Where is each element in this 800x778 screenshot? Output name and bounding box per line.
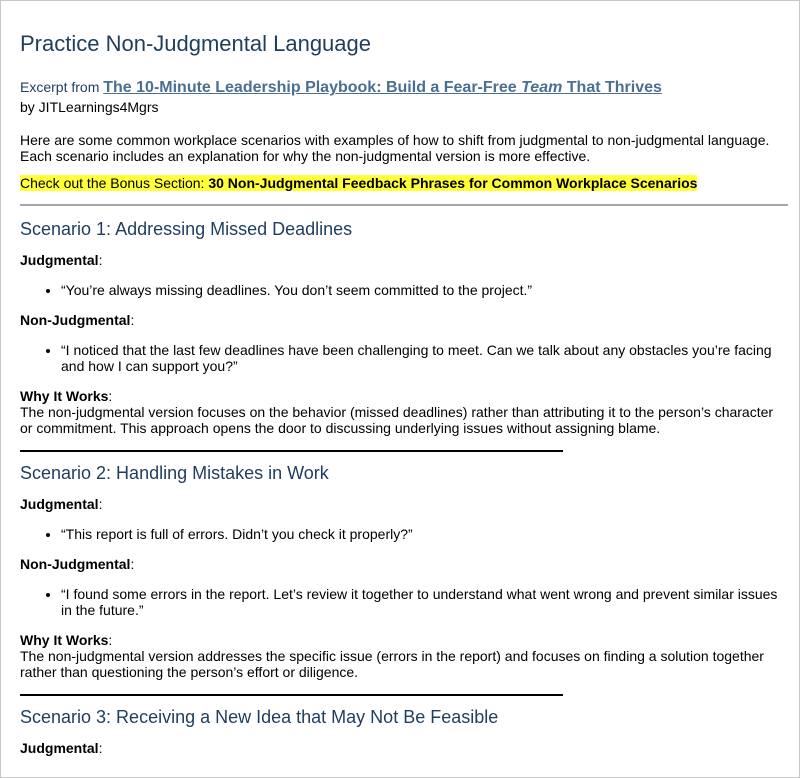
scenario-2-why-label-line [20, 632, 788, 648]
judgmental-label: Judgmental [20, 740, 99, 756]
book-title-emphasis: Team [521, 79, 563, 96]
scenario-1-judgmental-list [20, 282, 788, 298]
list-item: • “This report is full of errors. Didn’t you check it properly?” [61, 526, 788, 542]
excerpt-line [20, 78, 788, 97]
label-colon: : [98, 496, 103, 512]
scenario-2-heading: Scenario 2: Handling Mistakes in Work [20, 463, 329, 483]
label-colon: : [130, 312, 135, 328]
label-colon: : [98, 740, 103, 756]
intro-paragraph: Here are some common workplace scenarios with examples of how to shift from judgmental to non-judgmental language. Each scenario includes an explanation for why the non-judgmental version is more effective. [20, 132, 770, 164]
list-item: • “I found some errors in the report. Let’s review it together to understand what went wrong and prevent similar issues in the future.” [61, 586, 788, 618]
scenario-2-non-judgmental-list [20, 586, 788, 618]
why-label: Why It Works [20, 632, 109, 648]
page-title: Practice Non-Judgmental Language [20, 31, 372, 56]
label-colon: : [108, 388, 113, 404]
scenario-2-non-judgmental-label-line [20, 556, 788, 572]
book-title-link[interactable] [103, 79, 662, 96]
label-colon: : [108, 632, 113, 648]
judgmental-label: Judgmental [20, 496, 99, 512]
non-judgmental-label: Non-Judgmental [20, 556, 131, 572]
scenario-1-judgmental-label-line [20, 252, 788, 268]
judgmental-label: Judgmental [20, 252, 99, 268]
document-page [1, 1, 788, 756]
bonus-highlight [20, 175, 697, 191]
scenario-2-judgmental-label-line [20, 496, 788, 512]
scenario-1-why-label-line [20, 388, 788, 404]
scenario-divider [20, 694, 563, 696]
list-item: • “I noticed that the last few deadlines have been challenging to meet. Can we talk about any obstacles you’re facing and how I can support you?” [61, 342, 788, 374]
scenario-1-non-judgmental-label-line [20, 312, 788, 328]
excerpt-prefix: Excerpt from [20, 79, 104, 95]
scenario-1-non-judgmental-list [20, 342, 788, 374]
scenario-1-why-text: The non-judgmental version focuses on the behavior (missed deadlines) rather than attributing it to the person’s character or commitment. This approach opens the door to discussing underlying issues without assigning blame. [20, 404, 774, 436]
scenario-3-heading: Scenario 3: Receiving a New Idea that May Not Be Feasible [20, 707, 499, 727]
bonus-link[interactable]: 30 Non-Judgmental Feedback Phrases for Common Workplace Scenarios [208, 175, 698, 191]
scenario-1-heading: Scenario 1: Addressing Missed Deadlines [20, 219, 353, 239]
scenario-2-judgmental-list [20, 526, 788, 542]
scenario-3-judgmental-label-line [20, 740, 788, 756]
bonus-prefix: Check out the Bonus Section: [20, 175, 209, 191]
list-item: • “You’re always missing deadlines. You don’t seem committed to the project.” [61, 282, 788, 298]
scenario-divider [20, 450, 563, 452]
why-label: Why It Works [20, 388, 109, 404]
bonus-callout [20, 175, 788, 191]
label-colon: : [130, 556, 135, 572]
non-judgmental-label: Non-Judgmental [20, 312, 131, 328]
book-title-part1: The 10-Minute Leadership Playbook: Build a Fear-Free [103, 79, 522, 96]
byline: by JITLearnings4Mgrs [20, 99, 159, 115]
scenario-2-why-text: The non-judgmental version addresses the specific issue (errors in the report) and focuses on finding a solution together rather than questioning the person’s effort or diligence. [20, 648, 764, 680]
label-colon: : [98, 252, 103, 268]
book-title-part2: That Thrives [562, 79, 662, 96]
section-divider [20, 204, 788, 206]
